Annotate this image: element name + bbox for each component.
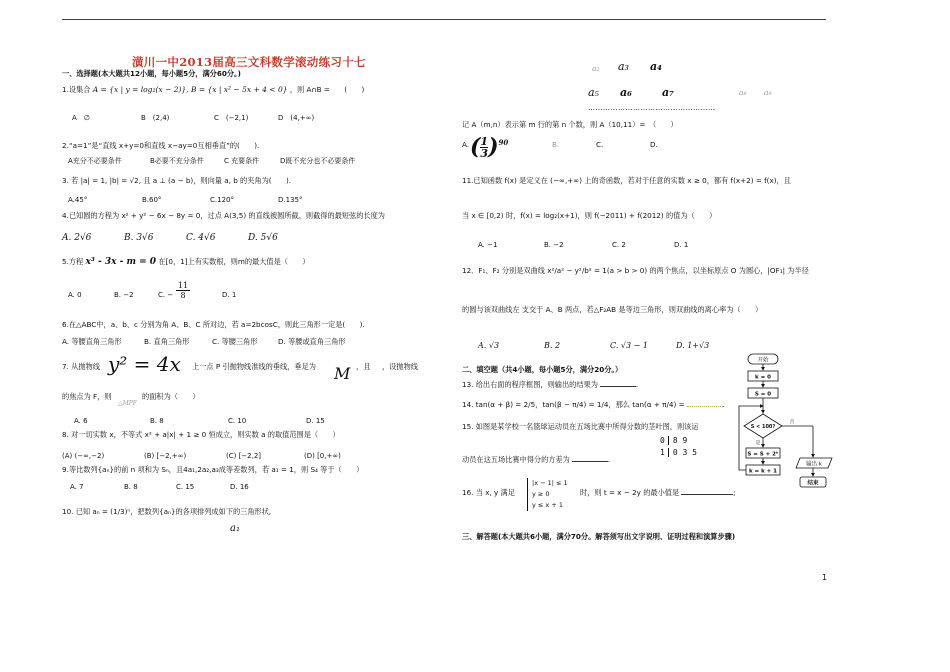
q6-option-d: D. 等腰或直角三角形 [278, 337, 346, 346]
question-14-text: 14. tan(α + β) = 2/5，tan(β − π/4) = 1/4，那么 tan(α + π/4) = [462, 400, 685, 409]
q1-option-a: A ∅ [72, 114, 90, 122]
leaves-2: 0 3 5 [668, 448, 697, 457]
section-3-heading: 三、解答题(本大题共6小题，满分70分。解答须写出文字说明、证明过程和演算步骤) [462, 532, 736, 541]
q3-option-a: A.45° [68, 196, 88, 204]
q4-option-a: A. 2√6 [62, 233, 92, 243]
question-10-continued: 记 A（m,n）表示第 m 行的第 n 个数，则 A（10,11）= （ ） [462, 120, 678, 129]
q10-option-a-label: A. [462, 140, 470, 149]
question-16: 时，则 t = x − 2y 的最小值是 ; [580, 488, 736, 497]
q12-option-b: B. 2 [544, 341, 561, 350]
q4-option-c: C. 4√6 [186, 233, 216, 243]
question-10: 10. 已知 aₙ = (1/3)ⁿ，把数列{aₙ}的各项排列成如下的三角形状, [62, 507, 272, 516]
triangle-continuation-dots: …………………………………………… [588, 104, 716, 112]
header-rule [62, 19, 826, 20]
question-14: 14. tan(α + β) = 2/5，tan(β − π/4) = 1/4，那么 tan(α + π/4) = . [462, 400, 725, 409]
q6-option-b: B. 直角三角形 [144, 337, 190, 346]
q12-option-c: C. √3 − 1 [610, 341, 648, 350]
question-1-lead: 1.设集合 [62, 85, 91, 94]
q2-option-c: C 充要条件 [224, 157, 260, 165]
question-15: 15. 如图是某学校一名篮球运动员在五场比赛中所得分数的茎叶图，则该运 [462, 422, 699, 431]
triangle-row-2-item-2: a₃ [618, 60, 629, 73]
question-4: 4.已知圆的方程为 x² + y² − 6x − 8y = 0，过点 A(3,5) 的直线被圆所截，则截得的最短弦的长度为 [62, 211, 385, 220]
stem-leaf-plot [660, 435, 697, 459]
q1-option-c: C (−2,1) [214, 114, 249, 122]
q3-option-b: B.60° [142, 196, 162, 204]
triangle-row-3-item-4: a₈ [739, 88, 747, 97]
q5-option-a: A. 0 [68, 291, 82, 299]
question-16-lead: 16. 当 x, y 满足 [462, 488, 515, 497]
question-1-tail: ，则 A∩B = ( ) [289, 85, 365, 94]
question-7-equation: y² = 4x [108, 352, 181, 376]
flow-condition-label: S < 100? [750, 424, 776, 430]
q11-option-b: B. −2 [544, 241, 564, 249]
q16-constraint-2: y ≥ 0 [532, 490, 550, 498]
q12-option-d: D. 1+√3 [676, 341, 710, 350]
question-7-triangle-label: △MPF [118, 400, 137, 407]
q8-option-b: (B) [−2,+∞) [144, 452, 187, 460]
question-6: 6.在△ABC中，a、b、c 分别为角 A、B、C 所对边，若 a=2bcosC，则此三角形一定是( ). [62, 320, 365, 329]
q9-option-a: A. 7 [70, 483, 84, 491]
q10-fraction-denominator: 3 [480, 146, 489, 160]
q7-option-b: B. 8 [150, 417, 164, 425]
question-5-equation: x³ - 3x - m = 0 [85, 257, 157, 267]
page-number: 1 [822, 573, 828, 582]
q5-option-c: C. − [158, 291, 174, 299]
q10-option-d-label: D. [650, 140, 658, 149]
q6-option-a: A. 等腰直角三角形 [62, 337, 122, 346]
question-11: 11.已知函数 f(x) 是定义在 (−∞,+∞) 上的奇函数，若对于任意的实数 x ≥ 0，都有 f(x+2) = f(x)，且 [462, 176, 791, 185]
question-16-text: 时，则 t = x − 2y 的最小值是 [580, 488, 680, 497]
question-5-tail: 在[0，1]上有实数根，则m的最大值是（ ） [158, 257, 310, 266]
question-7-line2-tail: 的面积为（ ） [142, 392, 200, 401]
page-title: 潢川一中2013届高三文科数学滚动练习十七 [132, 55, 366, 69]
question-5 [62, 257, 310, 267]
q9-option-d: D. 16 [230, 483, 249, 491]
q4-option-d: D. 5√6 [248, 233, 278, 243]
q15-answer-blank[interactable] [572, 461, 608, 462]
question-9: 9.等比数列{aₙ}的前 n 项和为 Sₙ，且4a₁,2a₂,a₃成等差数列，若 a₁ = 1，则 S₄ 等于（ ） [62, 465, 364, 474]
question-7-lead: 7. 从抛物线 [62, 362, 100, 371]
q5-option-b: B. −2 [114, 291, 134, 299]
q2-option-b: B必要不充分条件 [150, 157, 204, 165]
question-12-continued: 的圆与该双曲线左 支交于 A、B 两点，若△F₂AB 是等边三角形，则双曲线的离心率为（ ） [462, 305, 763, 314]
flow-output-label: 输出 k [806, 461, 822, 468]
question-7-middle: 上一点 P 引抛物线准线的垂线，垂足为 [192, 362, 316, 371]
question-1 [62, 85, 364, 95]
q3-option-c: C.120° [210, 196, 234, 204]
q1-option-d: D (4,+∞) [278, 114, 315, 122]
q9-option-b: B. 8 [124, 483, 138, 491]
flow-no-label: 否 [789, 420, 795, 425]
triangle-row-3-item-5: a₉ [764, 88, 772, 97]
leaves-1: 8 9 [668, 436, 687, 445]
q16-constraint-system [527, 478, 568, 511]
q5-fraction-numerator: 11 [177, 281, 189, 290]
stem-2: 1 [660, 448, 665, 457]
q16-constraint-1: |x − 1| ≤ 1 [532, 479, 568, 487]
question-13: 13. 给出右面的程序框图，则输出的结果为 . [462, 380, 639, 389]
q11-option-a: A. −1 [478, 241, 498, 249]
question-1-expression: A = {x | y = log₂(x − 2)}, B = {x | x² − 5x + 4 < 0} [92, 85, 288, 94]
question-13-text: 13. 给出右面的程序框图，则输出的结果为 [462, 380, 598, 389]
q10-option-b-label: B. [552, 140, 560, 149]
q8-option-c: (C) [−2,2] [226, 452, 262, 460]
triangle-row-3-item-2: a₆ [620, 86, 632, 99]
stem-1: 0 [660, 436, 665, 445]
question-7-tail: ，设抛物线 [382, 362, 418, 371]
section-1-heading: 一、选择题(本大题共12小题，每小题5分，满分60分。) [62, 69, 241, 78]
q8-option-a: (A) (−∞,−2) [62, 452, 105, 460]
q7-option-d: D. 15 [306, 417, 325, 425]
question-7-point-m: M [334, 364, 351, 383]
section-2-heading: 二、填空题（共4小题，每小题5分，满分20分。） [462, 365, 623, 374]
question-15-continued-text: 动员在这五场比赛中得分的方差为 [462, 455, 570, 464]
q16-answer-blank[interactable] [681, 494, 733, 495]
triangle-row-3-item-1: a₅ [588, 86, 599, 99]
q8-option-d: (D) [0,+∞) [304, 452, 341, 460]
q3-option-d: D.135° [278, 196, 303, 204]
q7-option-c: C. 10 [228, 417, 247, 425]
flow-update-k-label: k = k + 1 [748, 468, 778, 475]
question-8: 8. 对一切实数 x，不等式 x² + a|x| + 1 ≥ 0 恒成立，则实数 a 的取值范围是（ ） [62, 430, 340, 439]
q5-option-d: D. 1 [222, 291, 237, 299]
triangle-row-2-item-3: a₄ [650, 60, 662, 73]
q5-fraction [176, 281, 190, 300]
q2-option-d: D既不充分也不必要条件 [280, 157, 356, 165]
q5-fraction-denominator: 8 [180, 291, 186, 300]
q11-option-c: C. 2 [612, 241, 626, 249]
q6-option-c: C. 等腰三角形 [212, 337, 258, 346]
triangle-row-3-item-3: a₇ [662, 86, 674, 99]
q14-answer-blank[interactable] [687, 406, 723, 407]
question-3: 3. 若 |a| = 1, |b| = √2, 且 a ⊥ (a − b)，则向量 a, b 的夹角为( ). [62, 176, 292, 185]
q10-option-c-label: C. [596, 140, 604, 149]
q11-option-d: D. 1 [674, 241, 689, 249]
q16-constraint-3: y ≤ x + 1 [532, 501, 563, 509]
q2-option-a: A充分不必要条件 [68, 157, 122, 165]
q10-fraction-numerator: 1 [480, 134, 489, 148]
stem-row-2 [660, 447, 697, 459]
flow-init-s-label: S = 0 [754, 391, 772, 398]
q4-option-b: B. 3√6 [124, 233, 154, 243]
question-7-post: ，且 [356, 362, 371, 371]
q9-option-c: C. 15 [176, 483, 195, 491]
question-11-continued: 当 x ∈ [0,2) 时，f(x) = log₂(x+1)，则 f(−2011) + f(2012) 的值为（ ） [462, 211, 717, 220]
program-flowchart [736, 352, 836, 492]
question-5-lead: 5.方程 [62, 257, 84, 266]
flow-yes-label: 是 [755, 441, 761, 446]
flow-end-label: 结束 [807, 480, 819, 487]
triangle-first-term: a₁ [230, 523, 240, 534]
q13-answer-blank[interactable] [600, 386, 636, 387]
q7-option-a: A. 6 [74, 417, 88, 425]
flow-start-label: 开始 [757, 357, 769, 364]
q12-option-a: A. √3 [478, 341, 500, 350]
question-7-line2: 的焦点为 F，则 [62, 392, 112, 401]
flow-update-s-label: S = S + 2ᵏ [747, 451, 779, 458]
q1-option-b: B (2,4) [141, 114, 170, 122]
question-12: 12．F₁、F₂ 分别是双曲线 x²/a² − y²/b² = 1(a > b > 0) 的两个焦点，以坐标原点 O 为圆心，|OF₁| 为半径 [462, 266, 809, 275]
q10-exponent: 90 [498, 138, 509, 147]
question-15-continued: 动员在这五场比赛中得分的方差为 . [462, 455, 611, 464]
q10-option-a-value: ( $\frac{1}{3}$ )$^{90}$ [470, 134, 509, 161]
stem-row-1 [660, 435, 697, 447]
flow-init-k-label: k = 0 [755, 374, 771, 381]
triangle-row-2-item-1: a₂ [592, 64, 600, 73]
question-2: 2.“a=1”是“直线 x+y=0和直线 x−ay=0互相垂直”的( ). [62, 141, 260, 150]
